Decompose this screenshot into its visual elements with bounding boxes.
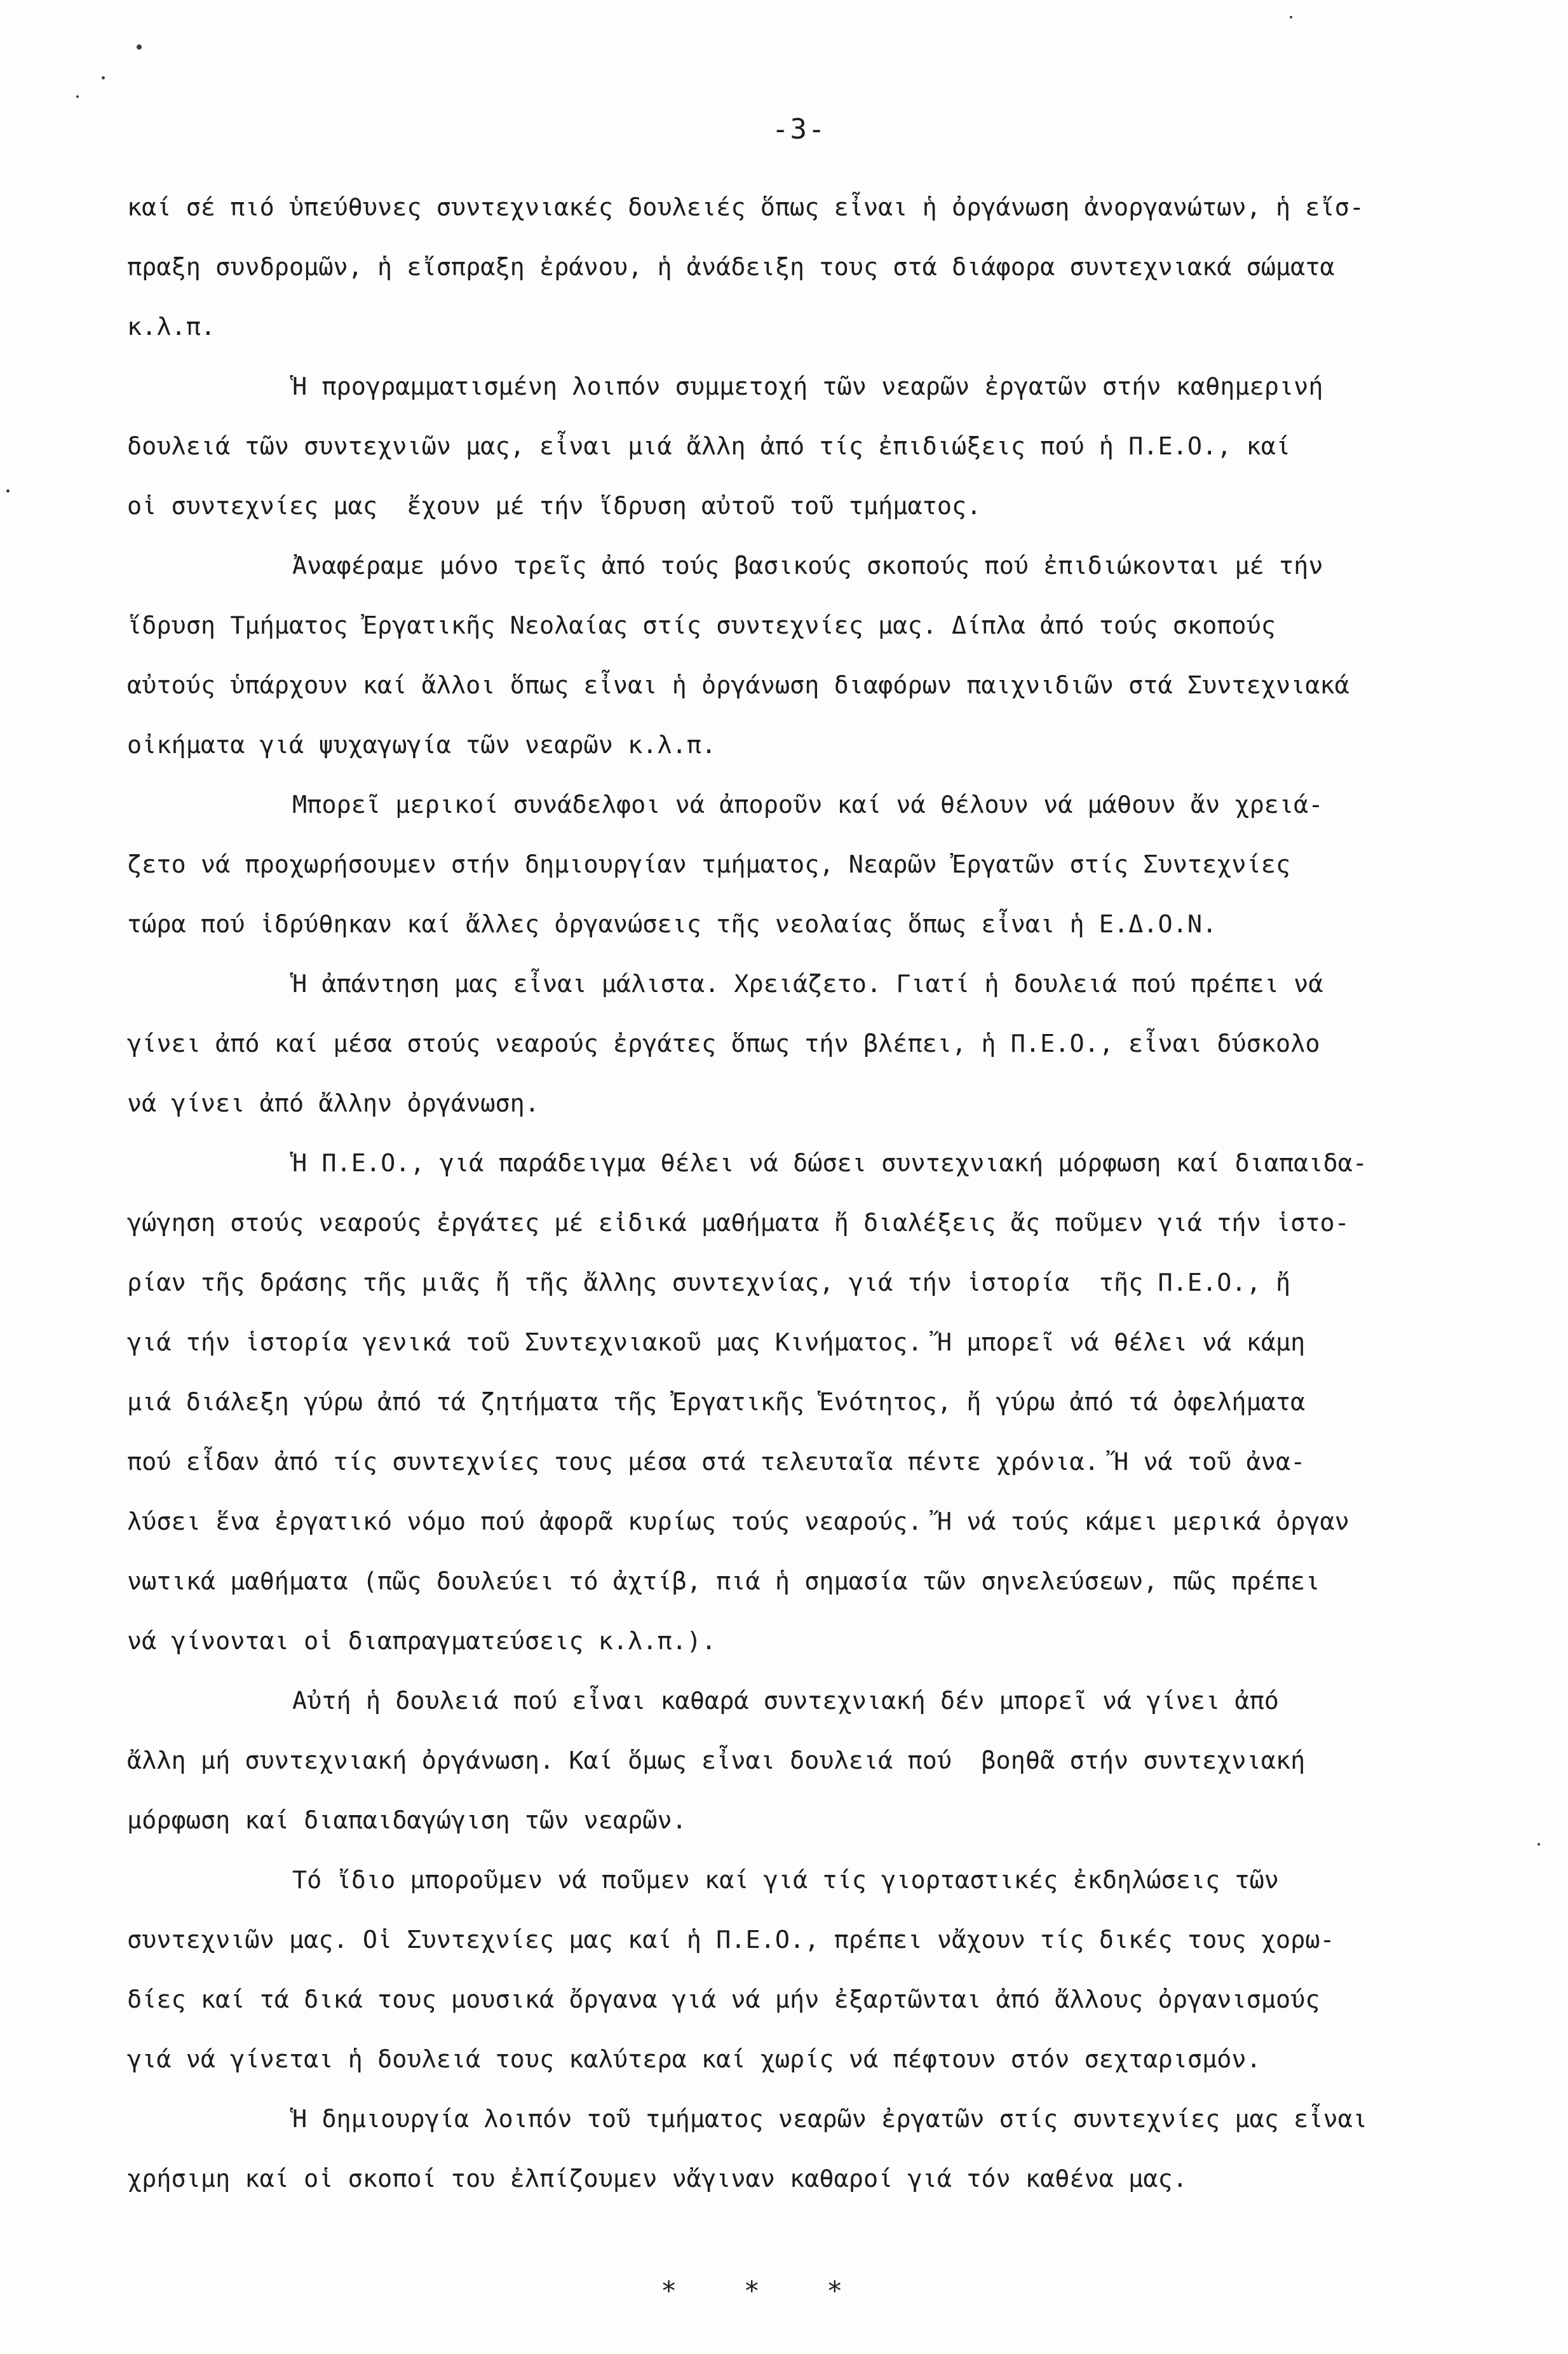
text-line: δίες καί τά δικά τους μουσικά ὄργανα γιά νά μήν ἐξαρτῶνται ἀπό ἄλλους ὀργανισμούς <box>127 1985 1320 2014</box>
paragraph-9 <box>127 2090 1512 2209</box>
text-line: οἰκήματα γιά ψυχαγωγία τῶν νεαρῶν κ.λ.π. <box>127 731 717 759</box>
scan-speck <box>6 489 10 493</box>
scan-speck <box>1538 1843 1540 1846</box>
text-line: Τό ἴδιο μποροῦμεν νά ποῦμεν καί γιά τίς γιορταστικές ἐκδηλώσεις τῶν <box>292 1866 1279 1895</box>
scan-speck <box>137 44 142 50</box>
text-line: γίνει ἀπό καί μέσα στούς νεαρούς ἐργάτες ὅπως τήν βλέπει, ἡ Π.Ε.Ο., εἶναι δύσκολο <box>127 1030 1320 1058</box>
text-line: ρίαν τῆς δράσης τῆς μιᾶς ἤ τῆς ἄλλης συντεχνίας, γιά τήν ἱστορία τῆς Π.Ε.Ο., ἤ <box>127 1269 1291 1297</box>
text-line: Ἡ Π.Ε.Ο., γιά παράδειγμα θέλει νά δώσει συντεχνιακή μόρφωση καί διαπαιδα- <box>292 1149 1368 1178</box>
text-line: μιά διάλεξη γύρω ἀπό τά ζητήματα τῆς Ἐργατικῆς Ἑνότητος, ἤ γύρω ἀπό τά ὀφελήματα <box>127 1388 1306 1417</box>
text-line: γώγηση στούς νεαρούς ἐργάτες μέ εἰδικά μαθήματα ἤ διαλέξεις ἄς ποῦμεν γιά τήν ἱστο- <box>127 1209 1349 1237</box>
text-line: νά γίνονται οἱ διαπραγματεύσεις κ.λ.π.). <box>127 1627 717 1656</box>
paragraph-6 <box>127 1134 1512 1671</box>
paragraph-8 <box>127 1851 1512 2090</box>
text-line: Ἀναφέραμε μόνο τρεῖς ἀπό τούς βασικούς σκοπούς πού ἐπιδιώκονται μέ τήν <box>292 552 1323 580</box>
section-separator: * * * <box>661 2275 868 2306</box>
text-line: νωτικά μαθήματα (πῶς δουλεύει τό ἀχτίβ, πιά ἡ σημασία τῶν σηνελεύσεων, πῶς πρέπει <box>127 1567 1320 1596</box>
paragraph-2 <box>127 357 1512 536</box>
text-line: καί σέ πιό ὑπεύθυνες συντεχνιακές δουλειές ὅπως εἶναι ἡ ὀργάνωση ἀνοργανώτων, ἡ εἴσ- <box>127 193 1365 222</box>
text-line: Ἡ δημιουργία λοιπόν τοῦ τμήματος νεαρῶν ἐργατῶν στίς συντεχνίες μας εἶναι <box>292 2105 1368 2133</box>
text-line: πραξη συνδρομῶν, ἡ εἴσπραξη ἐράνου, ἡ ἀνάδειξη τους στά διάφορα συντεχνιακά σώματα <box>127 253 1335 282</box>
text-line: κ.λ.π. <box>127 313 216 341</box>
text-line: ἄλλη μή συντεχνιακή ὀργάνωση. Καί ὅμως εἶναι δουλειά πού βοηθᾶ στήν συντεχνιακή <box>127 1746 1306 1775</box>
text-line: λύσει ἕνα ἐργατικό νόμο πού ἀφορᾶ κυρίως τούς νεαρούς. Ἤ νά τούς κάμει μερικά ὀργαν <box>127 1507 1349 1536</box>
text-line: γιά τήν ἱστορία γενικά τοῦ Συντεχνιακοῦ μας Κινήματος. Ἤ μπορεῖ νά θέλει νά κάμη <box>127 1328 1306 1357</box>
paragraph-3 <box>127 536 1512 775</box>
text-line: Ἡ προγραμματισμένη λοιπόν συμμετοχή τῶν νεαρῶν ἐργατῶν στήν καθημερινή <box>292 372 1323 401</box>
text-line: Αὐτή ἡ δουλειά πού εἶναι καθαρά συντεχνιακή δέν μπορεῖ νά γίνει ἀπό <box>292 1687 1279 1715</box>
text-line: μόρφωση καί διαπαιδαγώγιση τῶν νεαρῶν. <box>127 1806 687 1835</box>
text-line: ζετο νά προχωρήσουμεν στήν δημιουργίαν τμήματος, Νεαρῶν Ἐργατῶν στίς Συντεχνίες <box>127 850 1291 879</box>
text-line: χρήσιμη καί οἱ σκοποί του ἐλπίζουμεν νἄγιναν καθαροί γιά τόν καθένα μας. <box>127 2165 1187 2193</box>
scan-speck <box>102 76 105 79</box>
paragraph-4 <box>127 775 1512 955</box>
text-line: τώρα πού ἱδρύθηκαν καί ἄλλες ὀργανώσεις τῆς νεολαίας ὅπως εἶναι ἡ Ε.Δ.Ο.Ν. <box>127 910 1217 939</box>
text-line: Ἡ ἀπάντηση μας εἶναι μάλιστα. Χρειάζετο. Γιατί ἡ δουλειά πού πρέπει νά <box>292 970 1323 998</box>
text-line: συντεχνιῶν μας. Οἱ Συντεχνίες μας καί ἡ Π.Ε.Ο., πρέπει νἄχουν τίς δικές τους χορω- <box>127 1926 1335 1954</box>
text-line: οἱ συντεχνίες μας ἔχουν μέ τήν ἵδρυση αὐτοῦ τοῦ τμήματος. <box>127 492 982 520</box>
text-line: πού εἶδαν ἀπό τίς συντεχνίες τους μέσα στά τελευταῖα πέντε χρόνια. Ἤ νά τοῦ ἀνα- <box>127 1448 1306 1476</box>
document-body <box>127 178 1512 2209</box>
scan-speck <box>1290 16 1292 18</box>
page-number: -3- <box>772 113 827 146</box>
text-line: ἵδρυση Τμήματος Ἐργατικῆς Νεολαίας στίς συντεχνίες μας. Δίπλα ἀπό τούς σκοπούς <box>127 611 1276 640</box>
text-line: αὐτούς ὑπάρχουν καί ἄλλοι ὅπως εἶναι ἡ ὀργάνωση διαφόρων παιχνιδιῶν στά Συντεχνιακά <box>127 671 1349 700</box>
text-line: δουλειά τῶν συντεχνιῶν μας, εἶναι μιά ἄλλη ἀπό τίς ἐπιδιώξεις πού ἡ Π.Ε.Ο., καί <box>127 432 1291 461</box>
scan-speck <box>76 95 79 98</box>
paragraph-5 <box>127 955 1512 1134</box>
paragraph-1 <box>127 178 1512 357</box>
text-line: γιά νά γίνεται ἡ δουλειά τους καλύτερα καί χωρίς νά πέφτουν στόν σεχταρισμόν. <box>127 2045 1261 2074</box>
text-line: νά γίνει ἀπό ἄλλην ὀργάνωση. <box>127 1089 540 1118</box>
paragraph-7 <box>127 1671 1512 1851</box>
text-line: Μπορεῖ μερικοί συνάδελφοι νά ἀποροῦν καί νά θέλουν νά μάθουν ἄν χρειά- <box>292 791 1323 819</box>
